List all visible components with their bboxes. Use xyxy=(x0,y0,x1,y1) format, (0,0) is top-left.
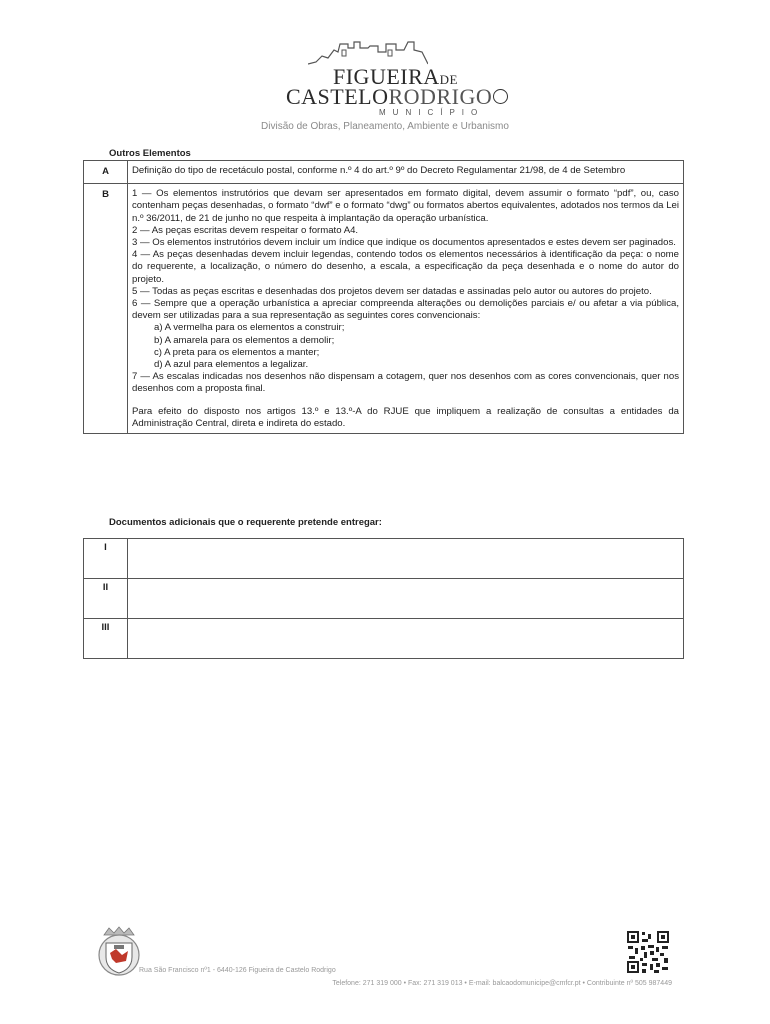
text-line: a) A vermelha para os elementos a construir; xyxy=(154,322,345,334)
text-line: 1 — Os elementos instrutórios que devam ser apresentados em formato digital, devem assumir o formato “pdf”, ou, caso contenham peças desenhadas, o formato “dwf” e o formato “dwg” ou formatos abertos equivalentes, adotados nos termos da Lei n.º 36/2011, de 21 de junho no que respeita à implantação da operação urbanística. xyxy=(132,188,679,224)
document-entry-field[interactable] xyxy=(128,539,684,579)
text-line: 5 — Todas as peças escritas e desenhadas dos projetos devem ser datadas e assinadas pelo autor ou autores do projeto. xyxy=(132,285,652,297)
text-line: Definição do tipo de recetáculo postal, conforme n.º 4 do art.º 9º do Decreto Regulamentar 21/98, de 4 de Setembro xyxy=(132,165,626,176)
table-row xyxy=(84,539,684,579)
row-key: II xyxy=(84,579,128,619)
table-row xyxy=(84,184,684,434)
outros-elementos-title: Outros Elementos xyxy=(109,148,191,159)
documentos-adicionais-table xyxy=(83,538,684,659)
text-line: b) A amarela para os elementos a demolir; xyxy=(154,334,335,346)
row-key: A xyxy=(84,161,128,184)
logo-municipio: MUNICÍPIO xyxy=(379,108,485,117)
document-entry-field[interactable] xyxy=(128,619,684,659)
table-row xyxy=(84,161,684,184)
row-text xyxy=(128,161,684,184)
text-line: c) A preta para os elementos a manter; xyxy=(154,346,320,358)
table-row xyxy=(84,619,684,659)
qr-code-icon xyxy=(626,930,670,974)
division-subtitle: Divisão de Obras, Planeamento, Ambiente e Urbanismo xyxy=(261,121,509,132)
document-entry-field[interactable] xyxy=(128,579,684,619)
text-line: 2 — As peças escritas devem respeitar o formato A4. xyxy=(132,224,359,236)
outros-elementos-table xyxy=(83,160,684,434)
ring-icon xyxy=(493,89,508,104)
table-row xyxy=(84,579,684,619)
logo-castelo-rodrigo: CASTELORODRIGO xyxy=(286,84,508,110)
footer-contacts: Telefone: 271 319 000 • Fax: 271 319 013 • E-mail: balcaodomunicipe@cmfcr.pt • Contribuinte nº 505 987449 xyxy=(332,980,672,987)
text-line: 3 — Os elementos instrutórios devem incluir um índice que indique os documentos apresentados e estes devem ser paginados. xyxy=(132,237,676,249)
footer-address: Rua São Francisco nº1 - 6440-126 Figueira de Castelo Rodrigo xyxy=(139,967,336,974)
text-line: Para efeito do disposto nos artigos 13.º e 13.º-A do RJUE que impliquem a realização de consultas a entidades da Administração Central, direta e indireta do estado. xyxy=(132,405,679,429)
row-key: B xyxy=(84,184,128,434)
text-line: d) A azul para elementos a legalizar. xyxy=(154,359,309,371)
coat-of-arms-icon xyxy=(94,925,144,977)
documentos-adicionais-title: Documentos adicionais que o requerente pretende entregar: xyxy=(109,517,382,528)
row-key: I xyxy=(84,539,128,579)
row-key: III xyxy=(84,619,128,659)
text-line: 4 — As peças desenhadas devem incluir legendas, contendo todos os elementos necessários à identificação da peça: o nome do requerente, a localização, o número do desenho, a escala, a especificação da peça desenhada e o nome do autor do projeto. xyxy=(132,249,679,285)
logo-figueira: FIGUEIRADE xyxy=(333,64,459,89)
municipality-logo xyxy=(286,38,496,116)
text-line: 6 — Sempre que a operação urbanística a apreciar compreenda alterações ou demolições parciais e/ ou afetar a via pública, devem ser utilizadas para a sua representação as seguintes cores convencionais: xyxy=(132,298,679,322)
row-text xyxy=(128,184,684,434)
text-line: 7 — As escalas indicadas nos desenhos não dispensam a cotagem, quer nos desenhos com as cores convencionais, quer nos desenhos com a proposta final. xyxy=(132,371,679,395)
